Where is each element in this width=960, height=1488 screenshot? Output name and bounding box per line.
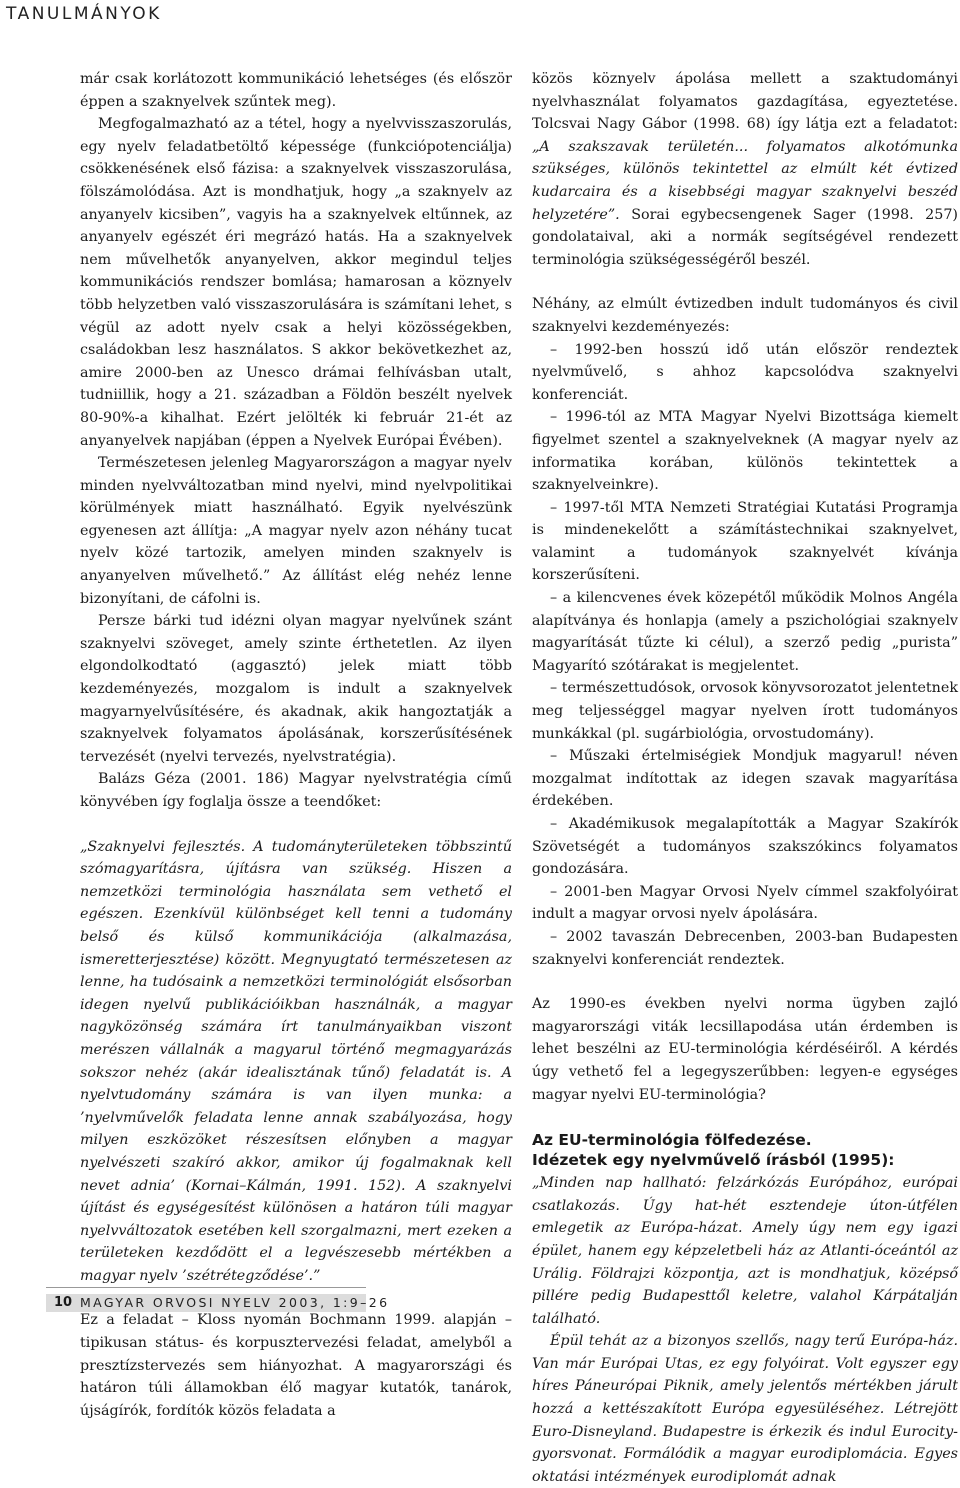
text-run: Sorai egybecsengenek Sager (1998. 257) gondolataival, aki a normák segítségével rendezett terminológia szükségességéről beszél. [532,206,958,268]
subheading-line-1: Az EU-terminológia fölfedezése. [532,1131,812,1150]
paragraph: már csak korlátozott kommunikáció lehetséges (és először éppen a szaknyelvek szűntek meg). [80,71,512,110]
page-number: 10 [54,1295,73,1310]
paragraph: Ez a feladat – Kloss nyomán Bochmann 1999. alapján – tipikusan státus- és korpusztervezési feladat, amelyből a presztízstervezés sem hiányozhat. A magyarországi és határon túli államokban élő magyar kutatók, tanárok, újságírók, fordítók közös feladata a [80,1312,512,1419]
section-header: TANULMÁNYOK [6,4,162,24]
subheading-line-2: Idézetek egy nyelvművelő írásból (1995): [532,1151,895,1170]
footer-rule [46,1287,366,1288]
text-run: közös köznyelv ápolása mellett a szaktudományi nyelvhasználat folyamatos gazdagítása, egyeztetése. Tolcsvai Nagy Gábor (1998. 68) így látja ezt a feladatot: [532,71,958,133]
journal-citation: MAGYAR ORVOSI NYELV 2003, 1:9–26 [80,1295,390,1310]
block-quote: „Minden nap hallható: felzárkózás Európához, európai csatlakozás. Úgy hat-hét esztendeje úton-útfélen emlegetik az Európa-házat. Amely úgy nem egy igazi épület, hanem egy képzeletbeli ház az Atlanti-óceántól az Urálig. Földrajzi központja, azt is mondhatjuk, középső pillére pedig Budapesttől keletre, valahol Kárpátalján található. [532,1175,958,1327]
paragraph: Az 1990-es években nyelvi norma ügyben zajló magyarországi viták lecsillapodása után érdemben is lehet beszélni az EU-terminológia kérdéséiről. A kérdés úgy vethető fel a legegyszerűbben: legyen-e egységes magyar nyelvi EU-terminológia? [532,996,958,1103]
paragraph: Természetesen jelenleg Magyarországon a magyar nyelv minden nyelvváltozatban mind nyelvi, mind nyelvpolitikai körülmények miatt használható. Egyik nyelvészünk egyenesen azt állítja: „A magyar nyelv azon néhány tucat nyelv közé tartozik, amelyen minden szaknyelv is anyanyelven művelhető.” Az állítást elég nehéz lenne bizonyítani, de cáfolni is. [80,455,512,607]
paragraph: Megfogalmazható az a tétel, hogy a nyelvvisszaszorulás, egy nyelv feladatbetöltő képessége (funkciópotenciálja) csökkenésének első fázisa: a szaknyelvek visszaszorulása, fölszámolódása. Azt is mondhatjuk, hogy „a szaknyelv az anyanyelv kicsiben”, vagyis ha a szaknyelvek eltűnnek, az anyanyelv egészét éri megrázó hatás. Ha a szaknyelvek nem művelhetők anyanyelven, akkor megindul teljes kommunikációs rendszer bomlása; hamarosan a köznyelv több helyzetben való visszaszorulására is számítani lehet, s végül az adott nyelv csak a helyi közösségekben, családokban lesz használatos. S akkor bekövetkezhet az, amire 2000-ben az Unesco drámai felhívásban utalt, tudniillik, hogy a 21. században a Földön beszélt nyelvek 80-90%-a kihalhat. Ezért jelölték ki február 21-ét az anyanyelvek napjában (éppen a Nyelvek Európai Évében). [80,116,512,449]
block-quote: „Szaknyelvi fejlesztés. A tudományterületeken többszintű szómagyarításra, újításra van szükség. Hiszen a nemzetközi terminológia használata sem vethető el egészen. Ezenkívül különbséget kell tenni a tudomány belső és külső kommunikációja (alkalmazása, ismeretterjesztése) között. Megnyugtató természetesen az lenne, ha tudósaink a nemzetközi terminológiát elsősorban idegen nyelvű publikációikban használnák, a magyar nagyközönség számára írt tanulmányaikban viszont merészen vállalnák a magyarul történő megmagyarázás sokszor nehéz (akár idealisztának tűnő) feladatát is. A nyelvtudomány számára is van ilyen munka: a ’nyelvművelők feladata lenne annak szabályozása, hogy milyen eszközöket részesítsen előnyben a magyar nyelvészeti szakíró akkor, amikor új fogalmaknak kell nevet adnia’ (Kornai–Kálmán, 1991. 152). A szaknyelvi újítást és egységesítést különösen a határon túli magyar nyelvváltozatok esetében kell szorgalmazni, mert ezeken a területeken kezdődött el a legvészesebb mértékben a magyar nyelv ’szétrétegződése’.” [80,838,512,1284]
list-item: – Műszaki értelmiségiek Mondjuk magyarul! néven mozgalmat indítottak az idegen szavak magyarítása érdekében. [532,748,958,810]
subheading [532,1130,958,1170]
paragraph: Balázs Géza (2001. 186) Magyar nyelvstratégia című könyvében így foglalja össze a teendőket: [80,771,512,810]
list-item: – a kilencvenes évek közepétől működik Molnos Angéla alapítványa és honlapja (amely a pszichológiai szaknyelv magyarítását tűzte ki célul), a szerző pedig „purista” Magyarító szótárakat is megjelentet. [532,590,958,674]
list-item: – 1992-ben hosszú idő után először rendeztek nyelvművelő, s ahhoz kapcsolódva szaknyelvi konferenciát. [532,341,958,403]
list-item: – 1997-től MTA Nemzeti Stratégiai Kutatási Programja is mindenekelőtt a számítástechnikai szaknyelvet, valamint a tudományok szaknyelvét kívánja korszerűsíteni. [532,499,958,584]
paragraph [532,68,958,271]
paragraph: Néhány, az elmúlt évtizedben indult tudományos és civil szaknyelvi kezdeményezés: [532,296,958,335]
list-item: – természettudósok, orvosok könyvsorozatot jelentetnek meg teljességgel magyar nyelven írott tudományos munkákkal (pl. sugárbiológia, orvostudomány). [532,680,958,742]
list-item: – 2002 tavaszán Debrecenben, 2003-ban Budapesten szaknyelvi konferenciát rendeztek. [532,928,958,968]
list-item: – 1996-tól az MTA Magyar Nyelvi Bizottsága kiemelt figyelmet szentel a szaknyelveknek (A magyar nyelv az informatika korában, különös tekintettek a szaknyelveinkre). [532,409,958,494]
inline-quote: „A szakszavak területén... folyamatos alkotómunka szükséges, különös tekintettel az elmúlt két évtized kudarcaira és a kisebbségi magyar szaknyelvi beszéd helyzetére”. [532,138,958,223]
paragraph: Persze bárki tud idézni olyan magyar nyelvűnek szánt szaknyelvi szöveget, amely szinte érthetetlen. Az ilyen elgondolkodtató (aggasztó) jelek miatt több kezdeményezés, mozgalom is indult a szaknyelvek magyarnyelvűsítésére, és akadnak, akik hangoztatják a szaknyelvek folyamatos ápolásának, korszerűsítésének tervezését (nyelvi tervezés, nyelvstratégia). [80,613,512,765]
right-column [532,68,958,1488]
block-quote: Épül tehát az a bizonyos szellős, nagy terű Európa-ház. Van már Európai Utas, ez egy folyóirat. Volt egyszer egy híres Páneurópai Piknik, amely jelentős mértékben járult hozzá a kettészakított Európa egyesüléséhez. Létrejött Euro-Disneyland. Budapestre is érkezik és indul Eurocity-gyorsvonat. Formálódik a magyar eurodiplomácia. Egyes oktatási intézmények eurodiplomát adnak [532,1333,958,1485]
list-item: – Akadémikusok megalapították a Magyar Szakírók Szövetségét a tudományos szakszókincs folyamatos gondozására. [532,816,958,878]
left-column [80,68,512,1422]
list-item: – 2001-ben Magyar Orvosi Nyelv címmel szakfolyóirat indult a magyar orvosi nyelv ápolására. [532,883,958,923]
